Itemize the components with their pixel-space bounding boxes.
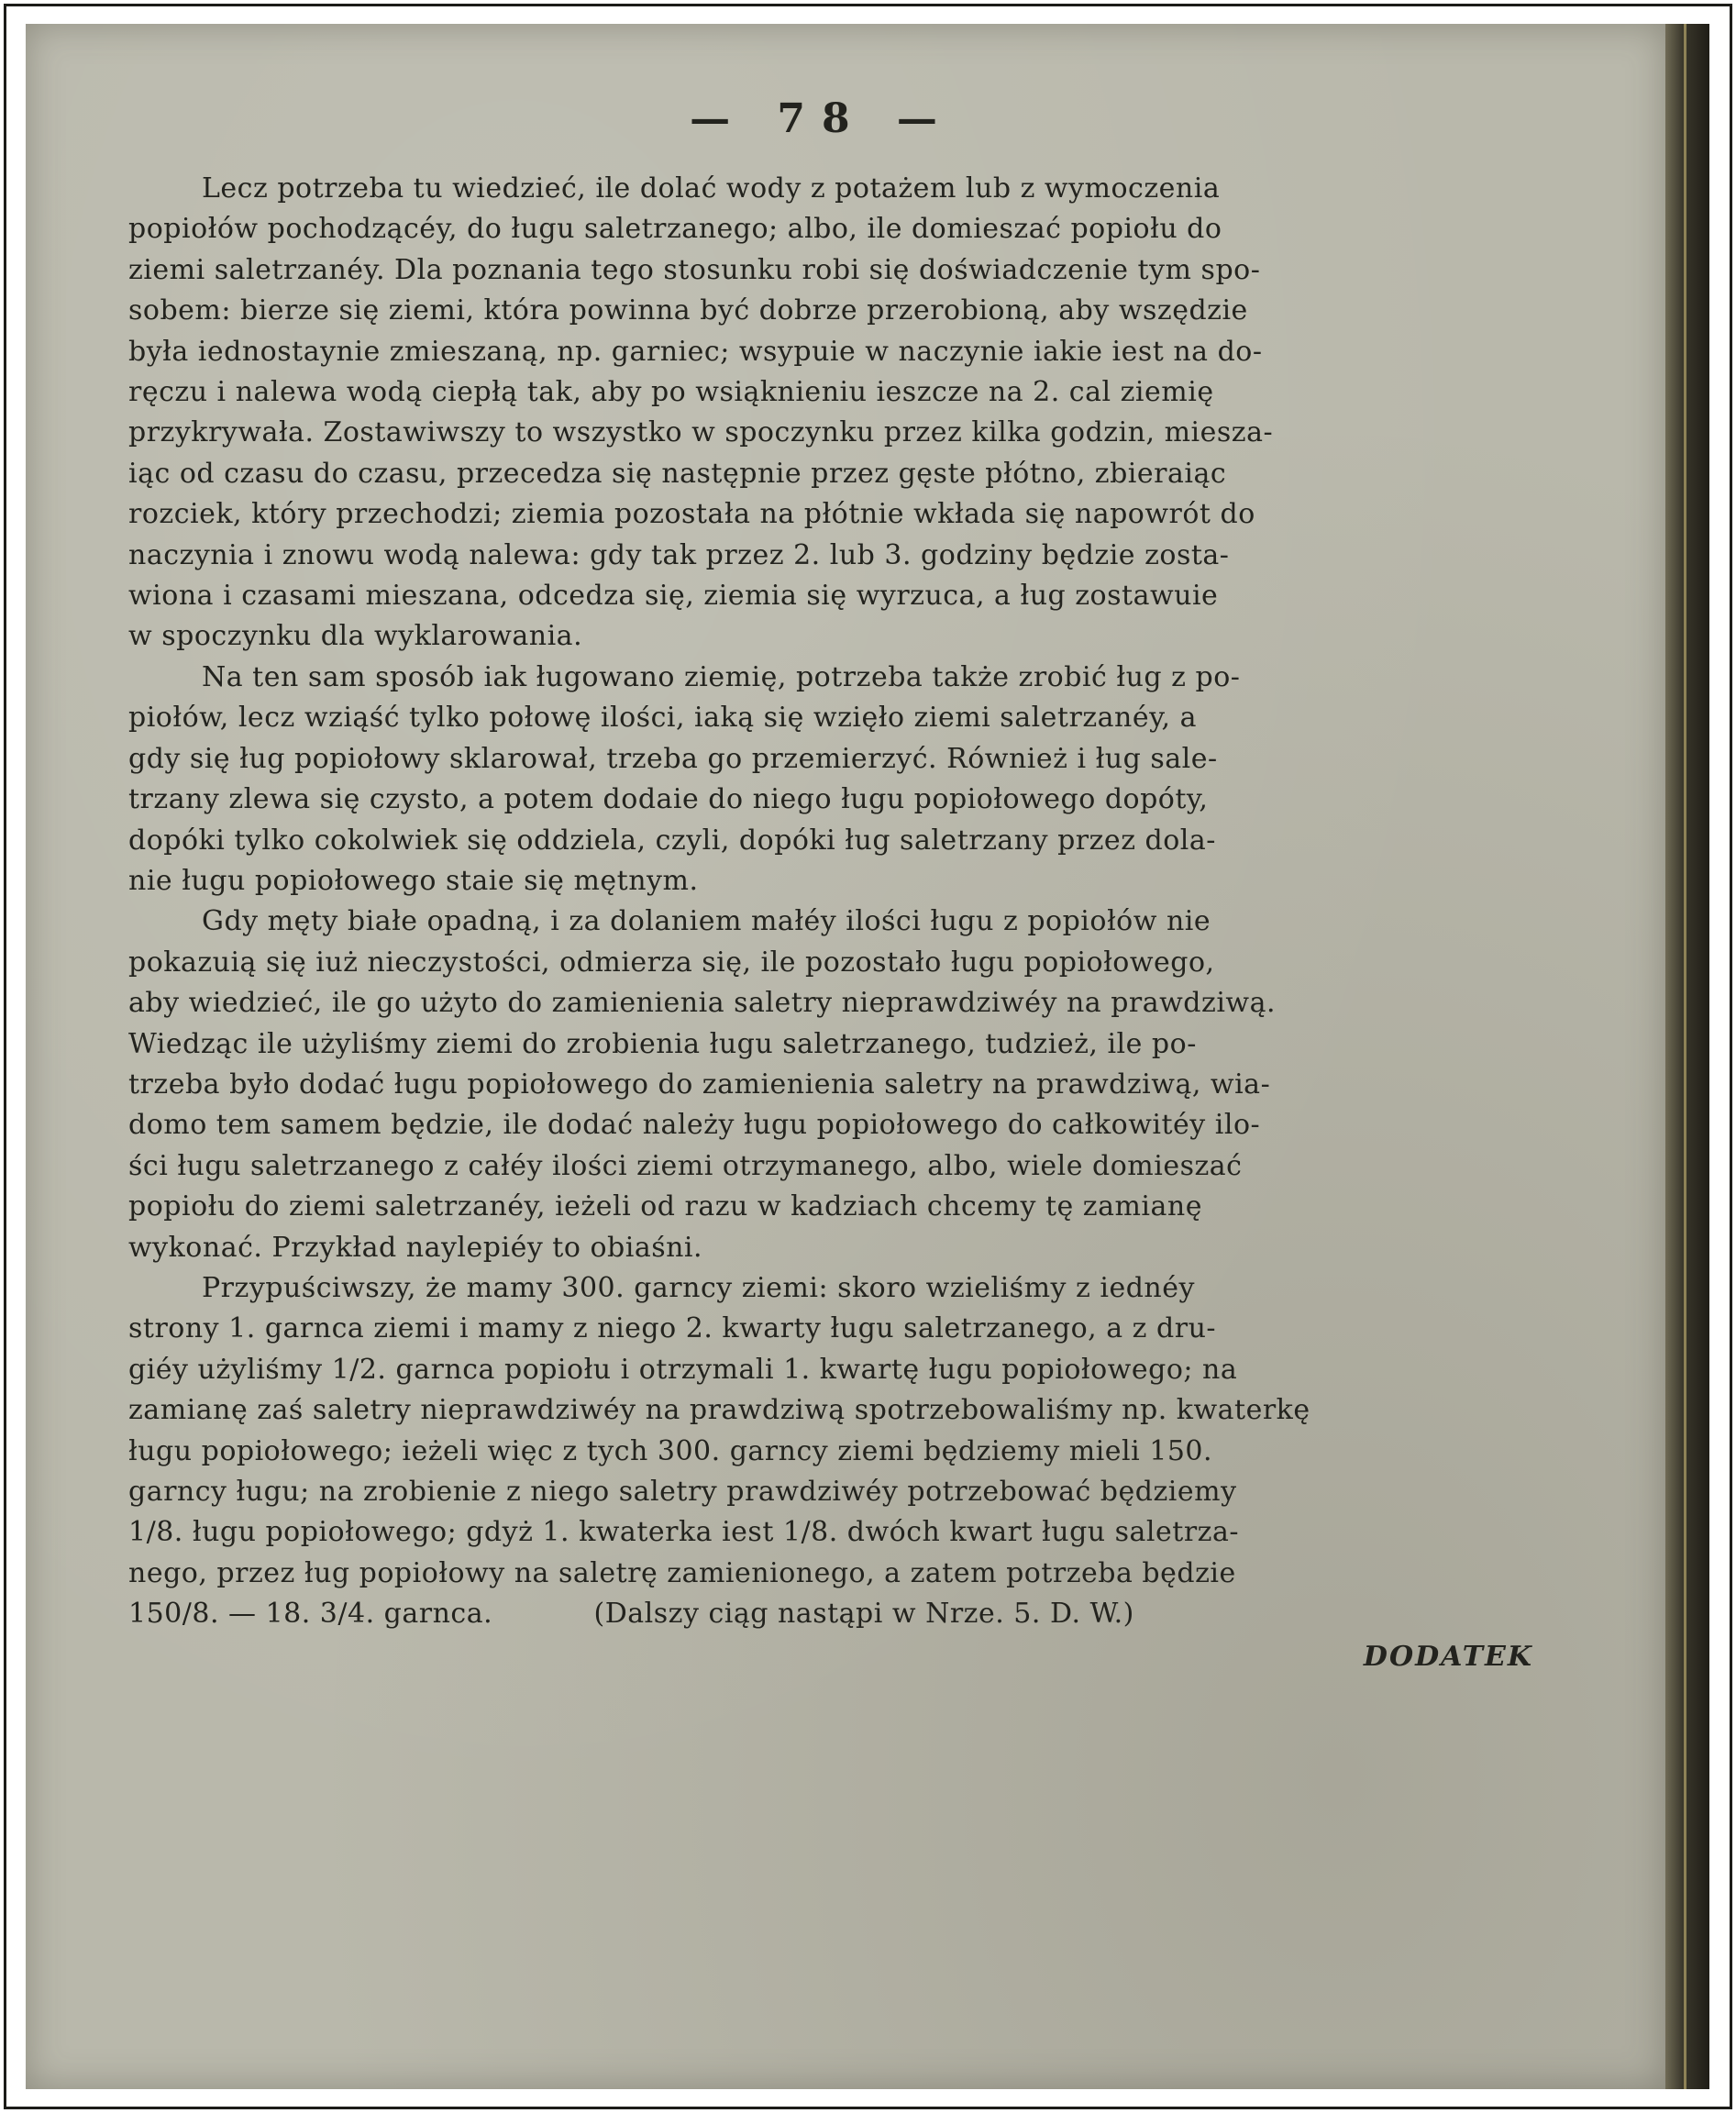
text-line: strony 1. garnca ziemi i mamy z niego 2. kwarty ługu saletrzanego, a z dru-	[128, 1312, 1217, 1345]
text-line: gdy się ług popiołowy sklarował, trzeba go przemierzyć. Również i ług sale-	[128, 742, 1218, 775]
text-line: 1/8. ługu popiołowego; gdyż 1. kwaterka iest 1/8. dwóch kwart ługu saletrza-	[128, 1516, 1240, 1549]
text-line: 150/8. — 18. 3/4. garnca. (Dalszy ciąg nastąpi w Nrze. 5. D. W.)	[128, 1598, 1134, 1631]
text-line: naczynia i znowu wodą nalewa: gdy tak przez 2. lub 3. godziny będzie zosta-	[128, 538, 1230, 571]
text-line: Na ten sam sposób iak ługowano ziemię, potrzeba także zrobić ług z po-	[202, 660, 1241, 693]
page-text	[128, 92, 1653, 1677]
text-line: nie ługu popiołowego staie się mętnym.	[128, 864, 699, 897]
text-line: sobem: bierze się ziemi, która powinna być dobrze przerobioną, aby wszędzie	[128, 294, 1248, 327]
page-number: — 78 —	[690, 95, 954, 142]
text-line: Wiedząc ile użyliśmy ziemi do zrobienia ługu saletrzanego, tudzież, ile po-	[128, 1027, 1197, 1060]
text-line: ziemi saletrzanéy. Dla poznania tego stosunku robi się doświadczenie tym spo-	[128, 253, 1261, 286]
text-line: przykrywała. Zostawiwszy to wszystko w spoczynku przez kilka godzin, miesza-	[128, 416, 1274, 449]
text-line: była iednostaynie zmieszaną, np. garniec; wsypuie w naczynie iakie iest na do-	[128, 335, 1263, 368]
text-line: ści ługu saletrzanego z całéy ilości ziemi otrzymanego, albo, wiele domieszać	[128, 1149, 1243, 1182]
text-line: dopóki tylko cokolwiek się oddziela, czyli, dopóki ług saletrzany przez dola-	[128, 824, 1216, 857]
paragraph	[128, 169, 1653, 658]
text-line: giéy użyliśmy 1/2. garnca popiołu i otrzymali 1. kwartę ługu popiołowego; na	[128, 1353, 1238, 1386]
paragraph	[128, 1268, 1653, 1635]
text-line: garncy ługu; na zrobienie z niego saletry prawdziwéy potrzebować będziemy	[128, 1476, 1237, 1508]
text-line: Przypuściwszy, że mamy 300. garncy ziemi: skoro wzieliśmy z iednéy	[202, 1271, 1195, 1304]
text-line: wykonać. Przykład naylepiéy to obiaśni.	[128, 1231, 703, 1264]
text-line: zamianę zaś saletry nieprawdziwéy na prawdziwą spotrzebowaliśmy np. kwaterkę	[128, 1394, 1310, 1427]
text-line: trzany zlewa się czysto, a potem dodaie do niego ługu popiołowego dopóty,	[128, 783, 1209, 816]
text-line: rozciek, który przechodzi; ziemia pozostała na płótnie wkłada się napowrót do	[128, 498, 1255, 531]
paragraph	[128, 902, 1653, 1268]
text-line: Lecz potrzeba tu wiedzieć, ile dolać wody z potażem lub z wymoczenia	[202, 172, 1221, 205]
text-line: iąc od czasu do czasu, przecedza się następnie przez gęste płótno, zbieraiąc	[128, 457, 1227, 490]
gutter-thread	[1684, 24, 1686, 2089]
text-line: wiona i czasami mieszana, odcedza się, ziemia się wyrzuca, a ług zostawuie	[128, 580, 1219, 613]
text-line: ługu popiołowego; ieżeli więc z tych 300. garncy ziemi będziemy mieli 150.	[128, 1434, 1213, 1467]
catchword: DODATEK	[1363, 1640, 1533, 1673]
text-line: popiołów pochodzącéy, do ługu saletrzanego; albo, ile domieszać popiołu do	[128, 213, 1222, 246]
text-line: trzeba było dodać ługu popiołowego do zamienienia saletry na prawdziwą, wia-	[128, 1068, 1271, 1101]
text-line: aby wiedzieć, ile go użyto do zamienienia saletry nieprawdziwéy na prawdziwą.	[128, 987, 1277, 1020]
text-line: ręczu i nalewa wodą ciepłą tak, aby po wsiąknieniu ieszcze na 2. cal ziemię	[128, 376, 1214, 409]
text-line: piołów, lecz wziąść tylko połowę ilości, iaką się wzięło ziemi saletrzanéy, a	[128, 702, 1198, 735]
text-line: domo tem samem będzie, ile dodać należy ługu popiołowego do całkowitéy ilo-	[128, 1109, 1261, 1142]
text-line: Gdy męty białe opadną, i za dolaniem małéy ilości ługu z popiołów nie	[202, 905, 1211, 938]
paragraph	[128, 658, 1653, 902]
text-line: w spoczynku dla wyklarowania.	[128, 620, 583, 653]
book-gutter	[1665, 24, 1709, 2089]
text-line: nego, przez ług popiołowy na saletrę zamienionego, a zatem potrzeba będzie	[128, 1556, 1236, 1589]
text-line: pokazuią się iuż nieczystości, odmierza się, ile pozostało ługu popiołowego,	[128, 946, 1215, 979]
text-line: popiołu do ziemi saletrzanéy, ieżeli od razu w kadziach chcemy tę zamianę	[128, 1190, 1202, 1223]
